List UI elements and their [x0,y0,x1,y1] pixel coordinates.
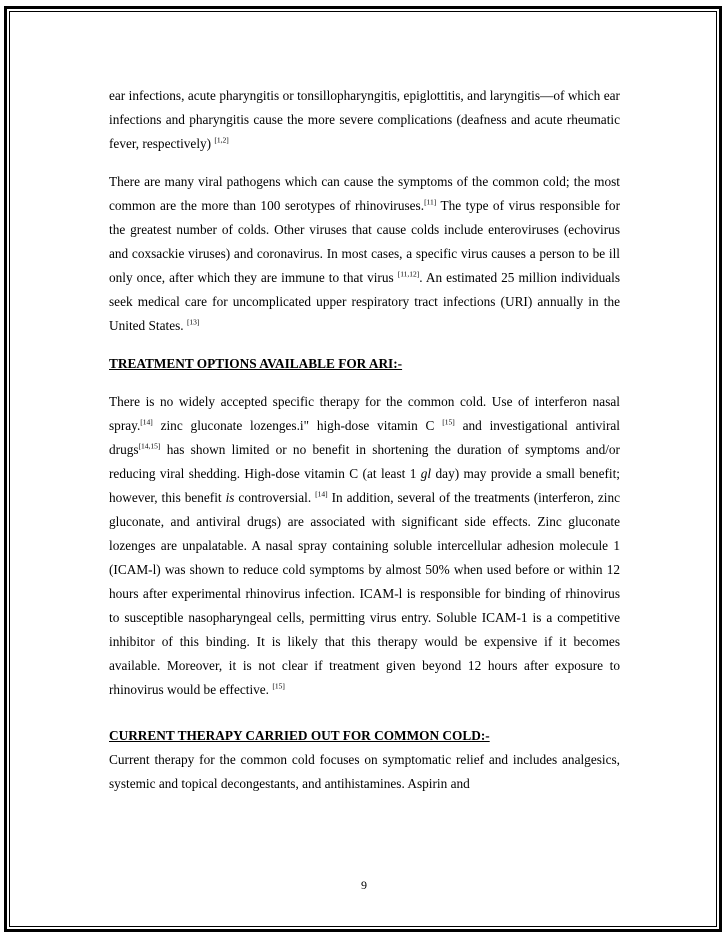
text: controversial. [234,490,316,505]
text: zinc gluconate lozenges.i" high-dose vitamin C [152,418,443,433]
text: The type of virus responsible for the greatest number of colds. Other viruses that cause colds include enteroviruses (echovirus and coxsackie viruses) and coronavirus. In most cases, a specific virus causes a person to be ill only once, after which they are immune to that virus [109,198,620,285]
italic-text: is [225,490,235,505]
text: There are many viral pathogens which can cause the symptoms of the common cold; the most common are the more than 100 serotypes of rhinoviruses. [109,174,620,213]
citation: [14] [315,489,328,499]
citation: [14,15] [138,441,161,451]
text: Current therapy for the common cold focuses on symptomatic relief and includes analgesics, systemic and topical decongestants, and antihistamines. Aspirin and [109,752,620,791]
text: day) may provide a small benefit; however, this benefit [109,466,620,505]
heading-current-therapy: CURRENT THERAPY CARRIED OUT FOR COMMON COLD:- [109,728,490,743]
paragraph-current-therapy [109,748,620,796]
text: In addition, several of the treatments (interferon, zinc gluconate, and antiviral drugs) are associated with significant side effects. Zinc gluconate lozenges are unpalatable. A nasal spray containing soluble intercellular adhesion molecule 1 (ICAM-l) was shown to reduce cold symptoms by almost 50% when used before or within 12 hours after experimental rhinovirus infection. ICAM-l is responsible for binding of rhinovirus to susceptible nasopharyngeal cells, permitting virus entry. Soluble ICAM-1 is a competitive inhibitor of this binding. It is likely that this therapy would be expensive if it becomes available. Moreover, it is not clear if treatment given beyond 12 hours after exposure to rhinovirus would be effective. [109,490,620,697]
paragraph-ear-infections [109,84,620,156]
text: . An estimated 25 million individuals seek medical care for uncomplicated upper respiratory tract infections (URI) annually in the United States. [109,270,621,333]
text: There is no widely accepted specific therapy for the common cold. Use of interferon nasal spray. [109,394,620,433]
paragraph-viral-pathogens [109,170,620,338]
citation: [15] [272,681,285,691]
paragraph-treatment [109,390,620,702]
heading-treatment-options: TREATMENT OPTIONS AVAILABLE FOR ARI:- [109,356,403,371]
citation: [15] [442,417,455,427]
citation: [1,2] [214,135,229,145]
citation: [14] [140,417,153,427]
text: has shown limited or no benefit in shortening the duration of symptoms and/or reducing viral shedding. High-dose vitamin C (at least 1 [109,442,620,481]
page-content [109,84,620,796]
page-number: 9 [361,878,367,892]
text: and investigational antiviral drugs [109,418,621,457]
citation: [11] [424,197,437,207]
citation: [13] [186,317,200,327]
italic-text: gl [420,466,432,481]
text: ear infections, acute pharyngitis or tonsillopharyngitis, epiglottitis, and laryngitis—of which ear infections and pharyngitis cause the more severe complications (deafness and acute rheumatic fever, respectively) [109,88,620,151]
citation: [11,12] [397,269,420,279]
